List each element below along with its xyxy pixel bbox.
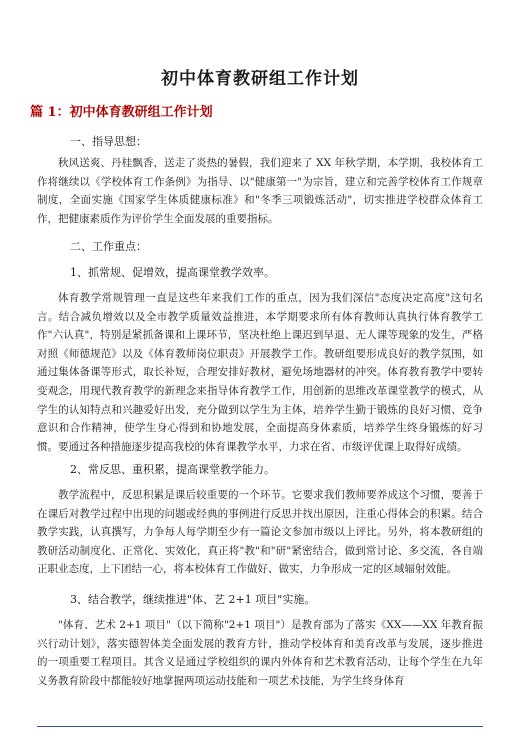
paragraph-guiding-thought: 秋风送爽、丹桂飘香，送走了炎热的暑假，我们迎来了 XX 年秋学期，本学期，我校体育工作将继续以《学校体育工作条例》为指导、以"健康第一"为宗旨，建立和完善学校体育工作规章制度，全面实施《国家学生体质健康标准》和"冬季三项锻炼活动"，切实推进学校群众体育工作，把健康素质作为评价学生全面发展的重要指标。 [37,157,483,225]
subheading-2plus1: 3、结合教学，继续推进"体、艺 2+1 项目"实施。 [70,593,316,606]
paragraph-reflection: 教学流程中，反思积累是课后较重要的一个环节。它要求我们教师要养成这个习惯，要善于在课后对教学过程中出现的问题或经典的事例进行反思并找出原因，注重心得体会的积累。结合教学实践，认真撰写，力争每人每学期至少有一篇论文参加市级以上评比。另外，将本教研组的教研活动制度化、正常化、实效化，真正将"教"和"研"紧密结合，做到常讨论、多交流，各自端正职业态度，上下团结一心，将本校体育工作做好、做实，力争形成一定的区域辐射效能。 [37,489,483,576]
subheading-reflection: 2、常反思、重积累，提高课堂教学能力。 [70,463,275,476]
footer-rule [37,726,483,727]
section-heading-work-focus: 二、工作重点： [70,240,147,253]
paragraph-routine: 体育教学常规管理一直是这些年来我们工作的重点，因为我们深信"态度决定高度"这句名言。结合减负增效以及全市教学质量效益推进，本学期要求所有体育教师认真执行体育教学工作"六认真"，特别是紧抓备课和上课环节，坚决杜绝上课迟到早退、无人课等现象的发生，严格对照《师德规范》以及《体育教师岗位职责》开展教学工作。教研组要形成良好的教学氛围，如通过集体备课等形式，取长补短，合理安排好教材，避免场地器材的冲突。体育教育教学中要转变观念，用现代教育教学的新理念来指导体育教学工作，用创新的思维改革课堂教学的模式，从学生的认知特点和兴趣爱好出发，充分做到以学生为主体，培养学生勤于锻炼的良好习惯、竞争意识和合作精神，使学生身心得到和协地发展，全面提高身体素质，培养学生终身锻炼的好习惯。要通过各种措施逐步提高我校的体育课教学水平，力求在省、市级评优课上取得好成绩。 [37,292,483,453]
section-heading-guiding-thought: 一、指导思想： [70,135,147,148]
subheading-routine: 1、抓常规、促增效，提高课堂教学效率。 [70,266,275,279]
page-title: 初中体育教研组工作计划 [161,69,359,89]
article-subtitle: 篇 1：初中体育教研组工作计划 [30,105,213,120]
paragraph-2plus1: "体育、艺术 2+1 项目"（以下简称"2+1 项目"）是教育部为了落实《XX——XX 年教育振兴行动计划》，落实德智体美全面发展的教育方针，推动学校体育和美育改革与发展，逐步推进的一项重要工程项目。其含义是通过学校组织的课内外体育和艺术教育活动，让每个学生在九年义务教育阶段中都能较好地掌握两项运动技能和一项艺术技能，为学生终身体育 [37,619,483,687]
